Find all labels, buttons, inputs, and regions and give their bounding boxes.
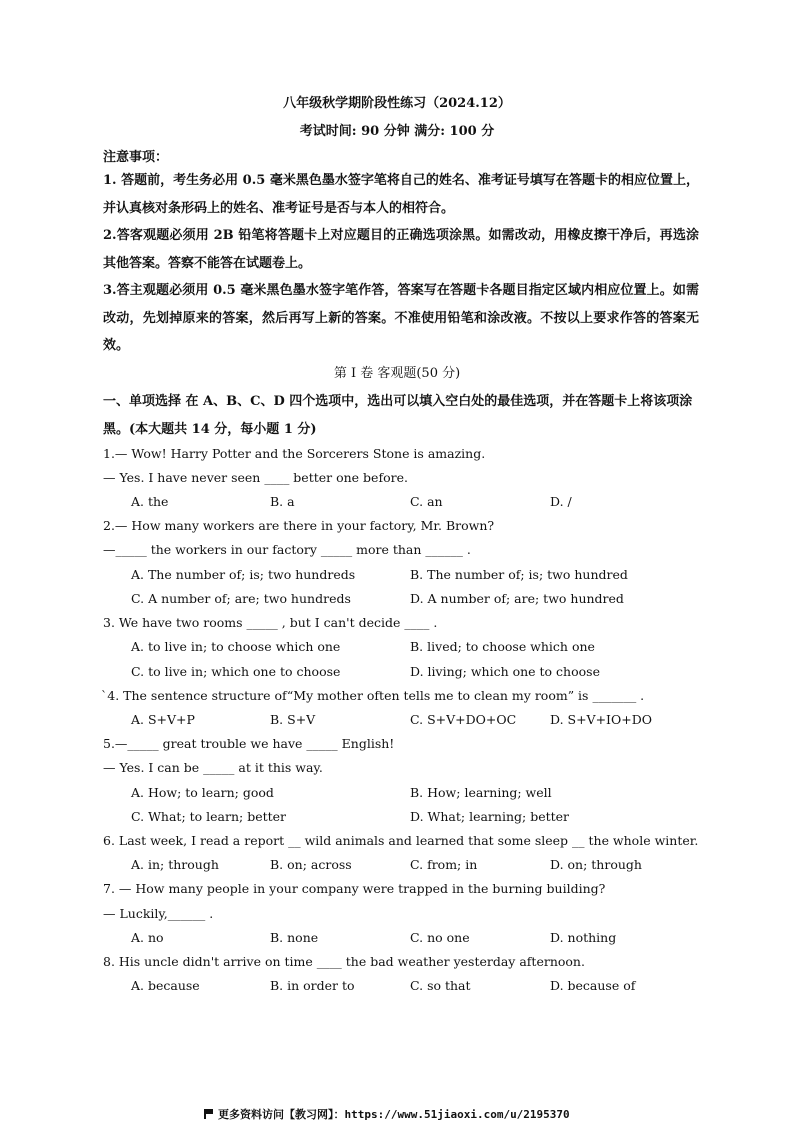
question-7-option-c: C. no one (410, 930, 470, 945)
part-title: 一、单项选择 在 A、B、C、D 四个选项中，选出可以填入空白处的最佳选项，并在答题卡上将该项涂黑。(本大题共 14 分，每小题 1 分) (103, 394, 693, 437)
question-3-option-b: B. lived; to choose which one (410, 639, 595, 654)
question-3-option-c: C. to live in; which one to choose (131, 664, 341, 679)
question-8-option-d: D. because of (550, 978, 636, 993)
notice-heading: 注意事项： (103, 150, 169, 165)
question-1-option-d: D. / (550, 494, 572, 509)
notice-item-2: 2.答客观题必须用 2B 铅笔将答题卡上对应题目的正确选项涂黑。如需改动，用橡皮擦干净后，再选涂其他答案。答察不能答在试题卷上。 (103, 228, 699, 271)
question-7-reply: — Luckily,______ . (103, 906, 214, 921)
question-7-option-d: D. nothing (550, 930, 617, 945)
question-6-option-c: C. from; in (410, 857, 478, 872)
question-8-option-a: A. because (131, 978, 200, 993)
question-2-stem: 2.— How many workers are there in your factory, Mr. Brown? (103, 518, 495, 533)
question-7-option-b: B. none (270, 930, 319, 945)
question-8-option-b: B. in order to (270, 978, 355, 993)
question-7-option-a: A. no (131, 930, 164, 945)
question-5-option-b: B. How; learning; well (410, 785, 552, 800)
question-4-option-c: C. S+V+DO+OC (410, 712, 517, 727)
question-2-option-b: B. The number of; is; two hundred (410, 567, 628, 582)
question-6-stem: 6. Last week, I read a report __ wild animals and learned that some sleep __ the whole winter. (103, 833, 699, 848)
question-6-option-d: D. on; through (550, 857, 642, 872)
footer-link[interactable] (204, 1106, 570, 1122)
exam-subtitle: 考试时间: 90 分钟 满分: 100 分 (299, 124, 495, 139)
question-5-option-a: A. How; to learn; good (131, 785, 274, 800)
section-title: 第 I 卷 客观题(50 分) (333, 366, 461, 381)
exam-title: 八年级秋学期阶段性练习（2024.12） (283, 96, 511, 111)
question-1-option-c: C. an (410, 494, 443, 509)
question-2-option-d: D. A number of; are; two hundred (410, 591, 624, 606)
notice-item-3: 3.答主观题必须用 0.5 毫米黑色墨水签字笔作答，答案写在答题卡各题目指定区域内相应位置上。如需改动，先划掉原来的答案，然后再写上新的答案。不准使用铅笔和涂改液。不按以上要求作答的答案无效。 (103, 283, 699, 353)
question-5-stem: 5.—_____ great trouble we have _____ English! (103, 736, 395, 751)
question-3-option-a: A. to live in; to choose which one (131, 639, 341, 654)
question-7-stem: 7. — How many people in your company were trapped in the burning building? (103, 881, 606, 896)
question-8-option-c: C. so that (410, 978, 471, 993)
question-5-reply: — Yes. I can be _____ at it this way. (103, 760, 323, 775)
notice-item-1: 1. 答题前，考生务必用 0.5 毫米黑色墨水签字笔将自己的姓名、准考证号填写在答题卡的相应位置上，并认真核对条形码上的姓名、准考证号是否与本人的相符合。 (103, 173, 699, 216)
question-5-option-c: C. What; to learn; better (131, 809, 287, 824)
question-3-stem: 3. We have two rooms _____ , but I can't decide ____ . (103, 615, 438, 630)
question-1-option-a: A. the (131, 494, 169, 509)
question-4-option-d: D. S+V+IO+DO (550, 712, 652, 727)
question-6-option-b: B. on; across (270, 857, 352, 872)
question-3-option-d: D. living; which one to choose (410, 664, 600, 679)
question-6-option-a: A. in; through (131, 857, 219, 872)
footer-text: 更多资料访问【教习网】：https://www.51jiaoxi.com/u/2195370 (218, 1108, 570, 1121)
question-1-reply: — Yes. I have never seen ____ better one before. (103, 470, 408, 485)
flag-icon (204, 1109, 213, 1119)
question-4-stem: `4. The sentence structure of“My mother often tells me to clean my room” is _______ . (101, 688, 645, 703)
question-5-option-d: D. What; learning; better (410, 809, 570, 824)
question-1-stem: 1.— Wow! Harry Potter and the Sorcerers Stone is amazing. (103, 446, 486, 461)
question-4-option-b: B. S+V (270, 712, 316, 727)
question-1-option-b: B. a (270, 494, 295, 509)
question-2-option-c: C. A number of; are; two hundreds (131, 591, 351, 606)
question-8-stem: 8. His uncle didn't arrive on time ____ the bad weather yesterday afternoon. (103, 954, 585, 969)
question-2-reply: —_____ the workers in our factory _____ more than ______ . (103, 542, 471, 557)
question-4-option-a: A. S+V+P (131, 712, 195, 727)
question-2-option-a: A. The number of; is; two hundreds (131, 567, 356, 582)
